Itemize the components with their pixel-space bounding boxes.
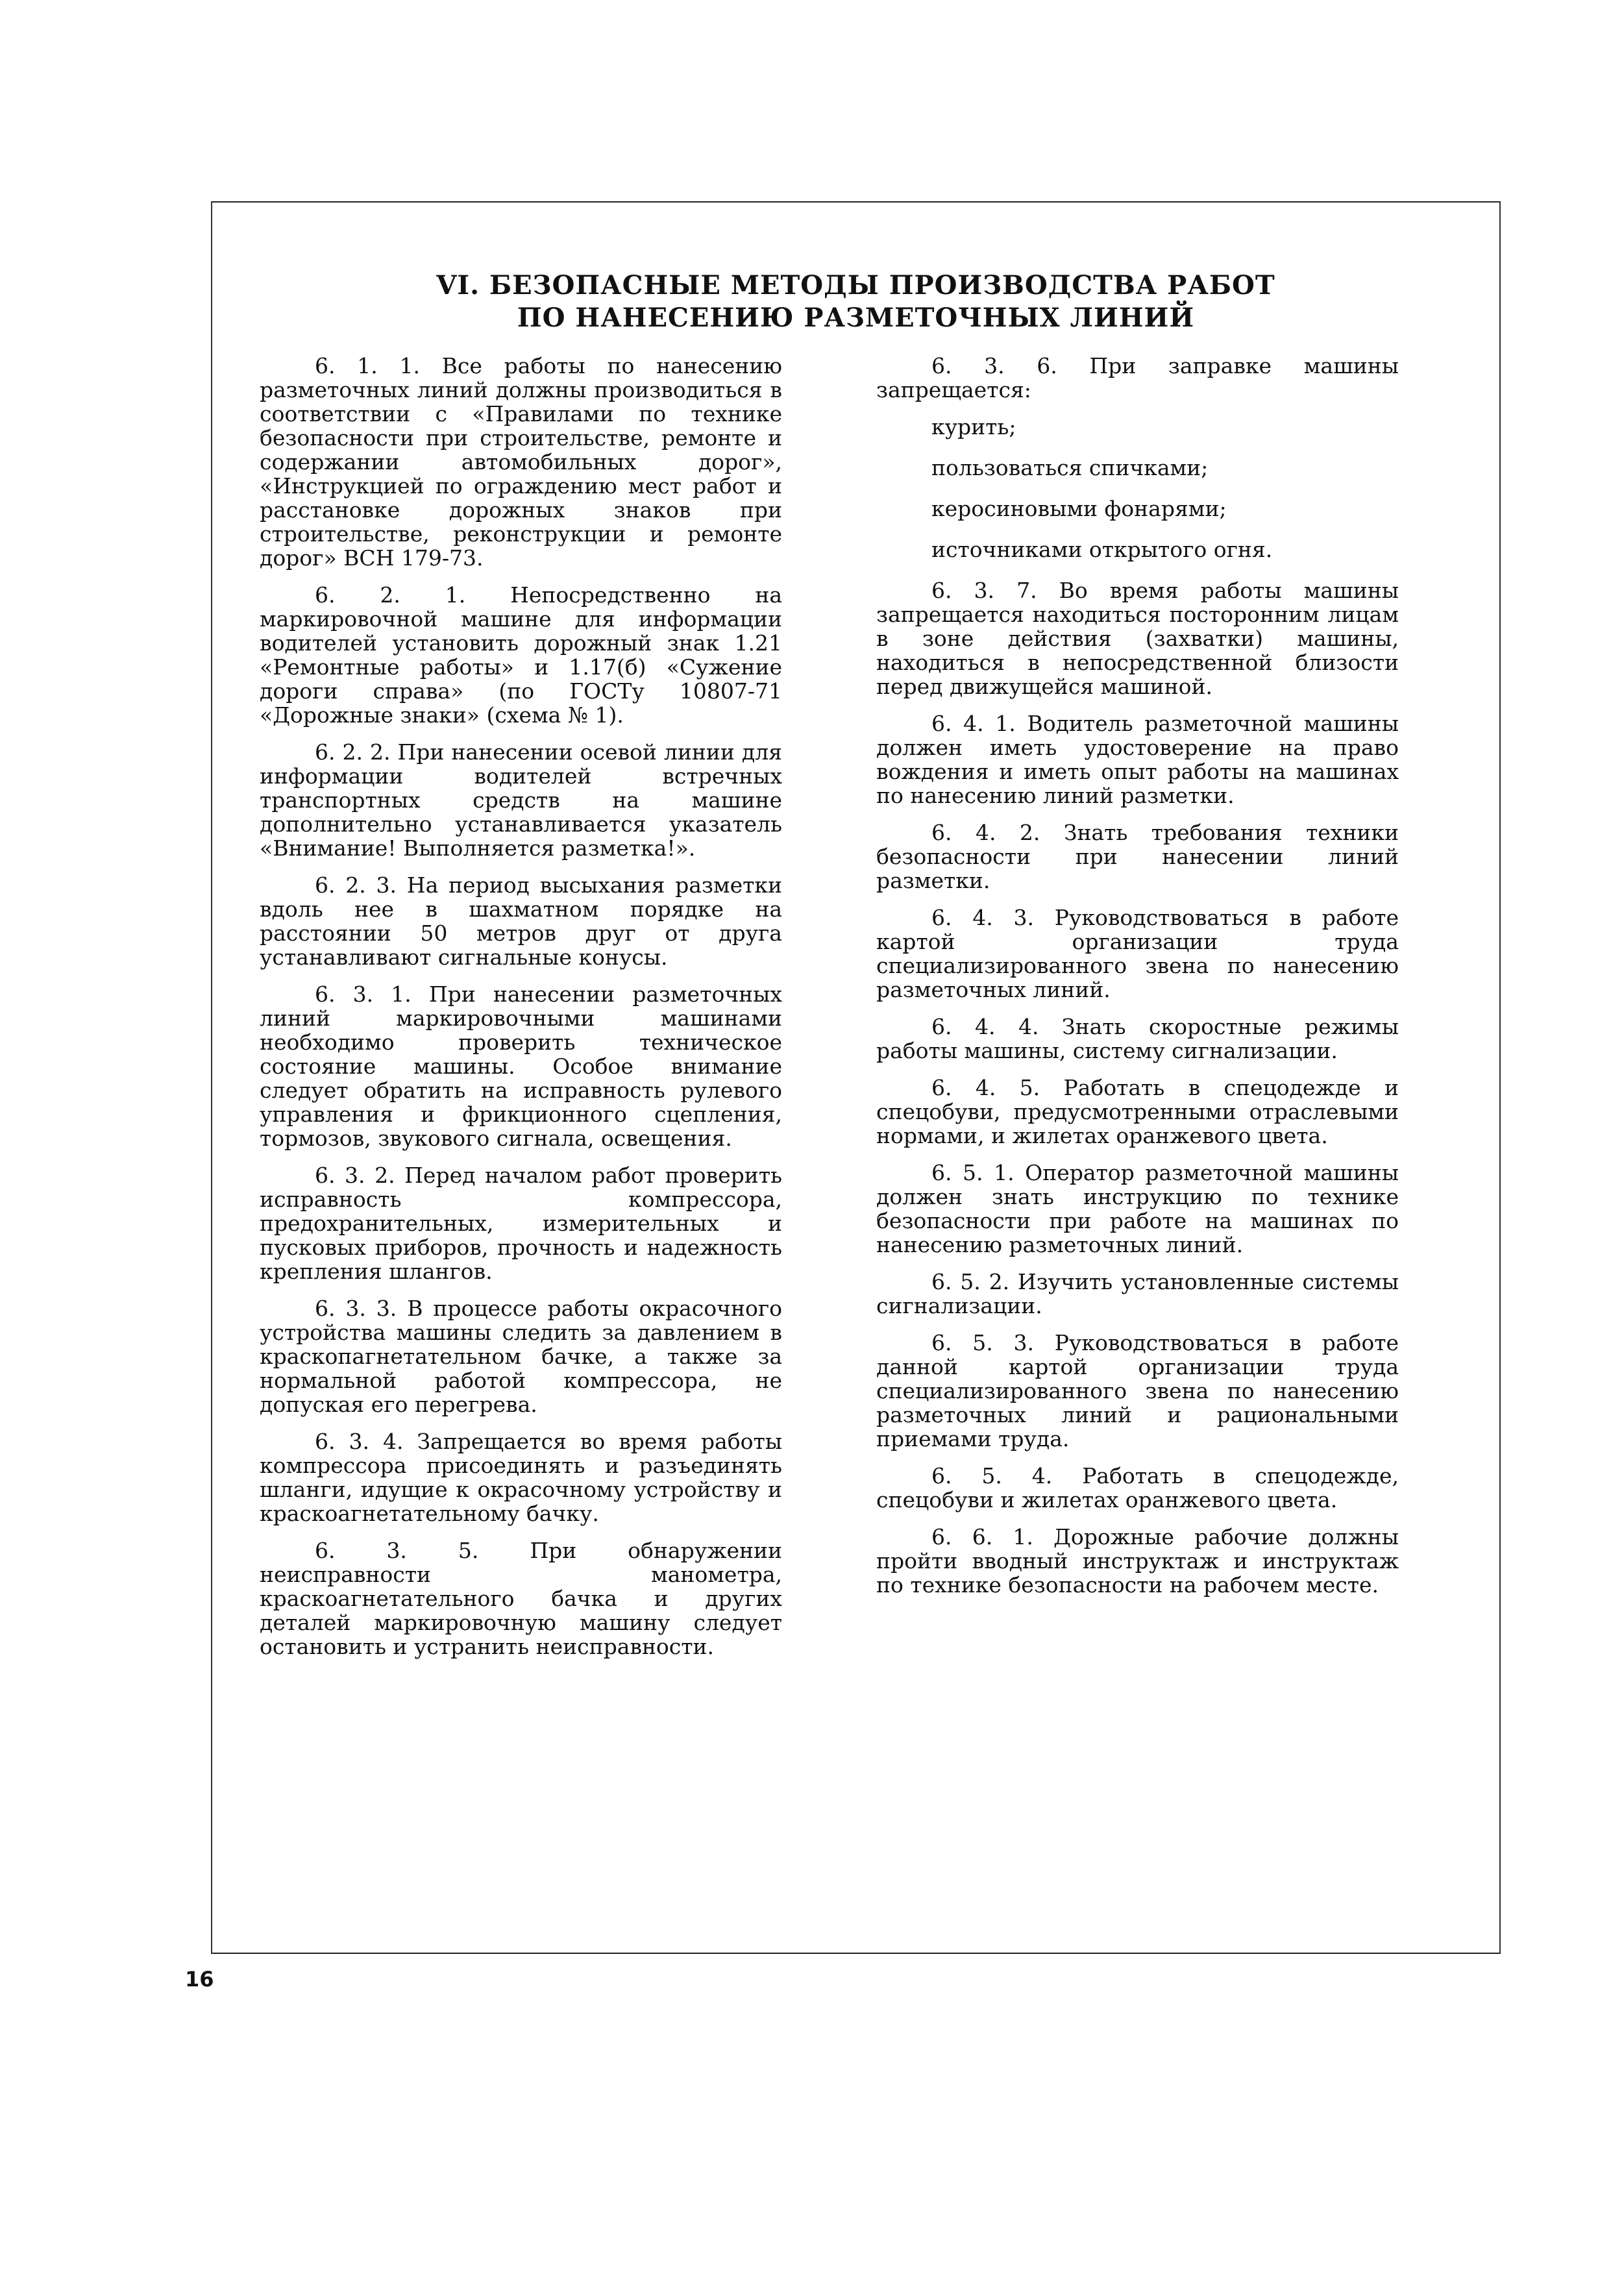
left-column [260, 354, 782, 1672]
paragraph-6-5-3: 6. 5. 3. Руководствоваться в работе данной картой организации труда специализированного звена по нанесению разметочных линий и рациональными приемами труда. [876, 1330, 1399, 1451]
list-item: курить; [931, 414, 1016, 439]
paragraph-6-3-3: 6. 3. 3. В процессе работы окрасочного устройства машины следить за давлением в краскопагнетательном бачке, а также за нормальной работой компрессора, не допуская его перегрева. [260, 1296, 782, 1417]
paragraph-6-3-1: 6. 3. 1. При нанесении разметочных линий маркировочными машинами необходимо проверить техническое состояние машины. Особое внимание следует обратить на исправность рулевого управления и фрикционного сцепления, тормозов, звукового сигнала, освещения. [260, 981, 782, 1151]
paragraph-6-3-4: 6. 3. 4. Запрещается во время работы компрессора присоединять и разъединять шланги, идущие к окрасочному устройству и краскоагнетательному бачку. [260, 1429, 782, 1526]
section-title-line-2: ПО НАНЕСЕНИЮ РАЗМЕТОЧНЫХ ЛИНИЙ [517, 302, 1195, 333]
paragraph-6-3-5: 6. 3. 5. При обнаружении неисправности манометра, краскоагнетательного бачка и других деталей маркировочную машину следует остановить и устранить неисправности. [260, 1538, 782, 1659]
paragraph-6-4-3: 6. 4. 3. Руководствоваться в работе картой организации труда специализированного звена по нанесению разметочных линий. [876, 905, 1399, 1002]
paragraph-6-4-5: 6. 4. 5. Работать в спецодежде и спецобуви, предусмотренными отраслевыми нормами, и жилетах оранжевого цвета. [876, 1075, 1399, 1148]
paragraph-6-3-2: 6. 3. 2. Перед началом работ проверить исправность компрессора, предохранительных, измерительных и пусковых приборов, прочность и надежность крепления шлангов. [260, 1163, 782, 1284]
paragraph-6-5-1: 6. 5. 1. Оператор разметочной машины должен знать инструкцию по технике безопасности при работе на машинах по нанесению разметочных линий. [876, 1160, 1399, 1257]
section-title-line-1: VI. БЕЗОПАСНЫЕ МЕТОДЫ ПРОИЗВОДСТВА РАБОТ [436, 270, 1275, 301]
paragraph-6-3-7: 6. 3. 7. Во время работы машины запрещается находиться посторонним лицам в зоне действия (захватки) машины, находиться в непосредственной близости перед движущейся машиной. [876, 578, 1399, 699]
paragraph-6-1-1: 6. 1. 1. Все работы по нанесению разметочных линий должны производиться в соответствии с «Правилами по технике безопасности при строительстве, ремонте и содержании автомобильных дорог», «Инструкцией по ограждению мест работ и расстановке дорожных знаков при строительстве, реконструкции и ремонте дорог» ВСН 179-73. [260, 353, 782, 571]
list-item: пользоваться спичками; [931, 455, 1209, 480]
paragraph-6-2-1: 6. 2. 1. Непосредственно на маркировочной машине для информации водителей установить дорожный знак 1.21 «Ремонтные работы» и 1.17(б) «Сужение дороги справа» (по ГОСТу 10807-71 «Дорожные знаки» (схема № 1). [260, 582, 782, 728]
paragraph-6-4-1: 6. 4. 1. Водитель разметочной машины должен иметь удостоверение на право вождения и иметь опыт работы на машинах по нанесению линий разметки. [876, 711, 1399, 808]
paragraph-6-6-1: 6. 6. 1. Дорожные рабочие должны пройти вводный инструктаж и инструктаж по технике безопасности на рабочем месте. [876, 1524, 1399, 1598]
section-title [211, 269, 1501, 334]
list-item: источниками открытого огня. [931, 537, 1273, 562]
list-item: керосиновыми фонарями; [931, 496, 1227, 521]
paragraph-6-2-3: 6. 2. 3. На период высыхания разметки вдоль нее в шахматном порядке на расстоянии 50 метров друг от друга устанавливают сигнальные конусы. [260, 872, 782, 970]
paragraph-6-5-2: 6. 5. 2. Изучить установленные системы сигнализации. [876, 1269, 1399, 1318]
paragraph-6-5-4: 6. 5. 4. Работать в спецодежде, спецобуви и жилетах оранжевого цвета. [876, 1463, 1399, 1512]
paragraph-6-2-2: 6. 2. 2. При нанесении осевой линии для информации водителей встречных транспортных средств на машине дополнительно устанавливается указатель «Внимание! Выполняется разметка!». [260, 739, 782, 861]
right-column [876, 354, 1399, 1610]
page-number: 16 [185, 1967, 214, 1992]
paragraph-6-4-2: 6. 4. 2. Знать требования техники безопасности при нанесении линий разметки. [876, 820, 1399, 893]
paragraph-6-4-4: 6. 4. 4. Знать скоростные режимы работы машины, систему сигнализации. [876, 1014, 1399, 1063]
paragraph-6-3-6: 6. 3. 6. При заправке машины запрещается: [876, 353, 1399, 402]
